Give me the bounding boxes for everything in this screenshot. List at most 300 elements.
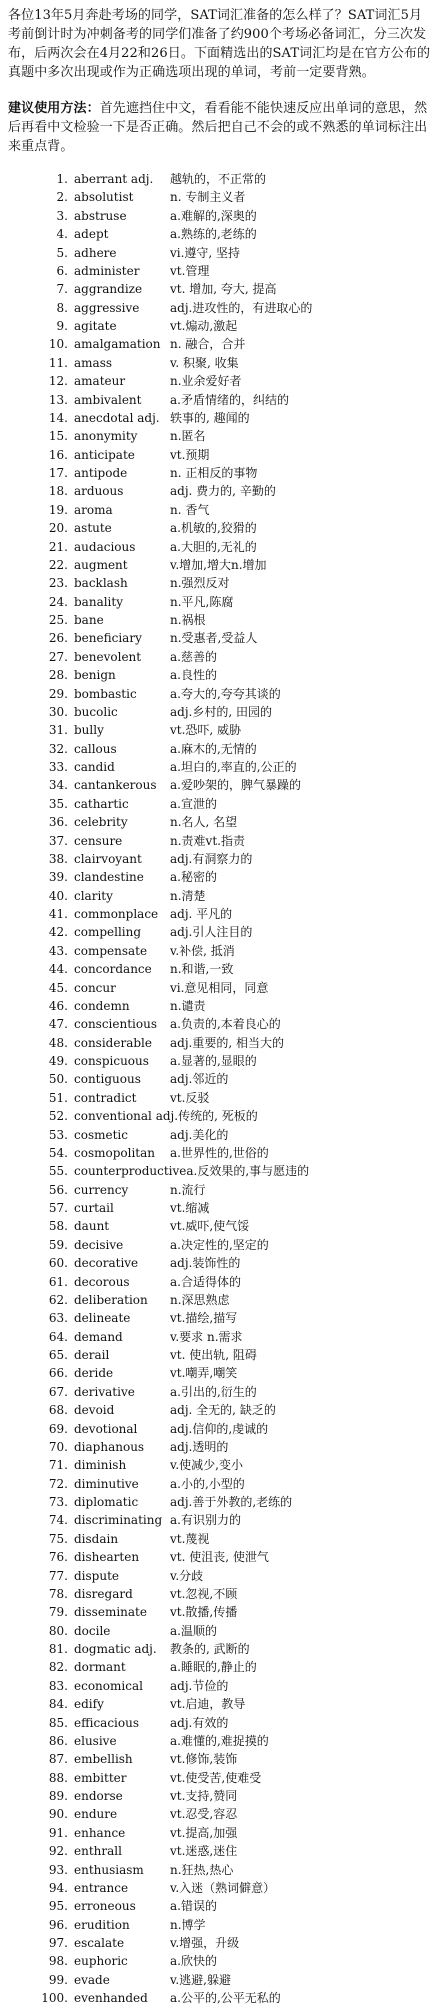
entry-definition: a.坦白的,率直的,公正的 (170, 760, 297, 774)
entry-number: 41. (48, 907, 68, 921)
word-entry (38, 1273, 432, 1291)
entry-number: 29. (48, 686, 68, 701)
entry-word: clairvoyant (74, 851, 142, 866)
word-entry (38, 1750, 432, 1768)
word-entry (38, 519, 432, 537)
entry-word: enthusiasm (74, 1862, 144, 1877)
entry-definition: a.显著的,显眼的 (170, 1054, 257, 1068)
entry-definition: vt. 增加, 夸大, 提高 (170, 282, 277, 297)
entry-number: 36. (48, 815, 68, 830)
entry-number: 8. (56, 300, 68, 315)
entry-word: diminish (74, 1458, 127, 1473)
entry-number: 14. (48, 410, 68, 425)
word-entry (38, 262, 432, 280)
word-entry (38, 887, 432, 905)
entry-word: audacious (74, 539, 136, 554)
entry-definition: a.难解的,深奥的 (170, 208, 257, 223)
word-entry (38, 427, 432, 445)
word-entry (38, 1897, 432, 1915)
entry-number: 79. (48, 1605, 68, 1620)
entry-number: 77. (48, 1568, 68, 1583)
entry-number: 11. (48, 355, 68, 370)
entry-definition: a.决定性的,坚定的 (170, 1237, 269, 1252)
entry-definition: n.和谐,一致 (170, 962, 234, 977)
entry-definition: vt.使受苦,使难受 (170, 1770, 262, 1785)
entry-word: erroneous (74, 1899, 136, 1914)
word-entry (38, 1181, 432, 1199)
word-entry (38, 685, 432, 703)
entry-word: beneficiary (74, 631, 142, 646)
entry-word: amalgamation (74, 337, 161, 352)
entry-number: 21. (48, 539, 68, 554)
entry-number: 46. (48, 998, 68, 1013)
word-entry (38, 1511, 432, 1529)
entry-definition: a.爱吵架的，脾气暴躁的 (170, 778, 301, 793)
entry-word: dishearten (74, 1550, 140, 1565)
word-entry (38, 1530, 432, 1548)
entry-definition: vt.反驳 (170, 1090, 210, 1105)
entry-definition: n. 正相反的事物 (170, 466, 258, 480)
entry-number: 58. (48, 1219, 68, 1234)
entry-word: censure (74, 833, 123, 848)
entry-word: callous (74, 741, 117, 756)
word-entry (38, 1952, 432, 1970)
entry-number: 39. (48, 870, 68, 885)
entry-word: bully (74, 723, 104, 738)
entry-word: economical (74, 1678, 143, 1693)
entry-number: 1. (56, 172, 68, 186)
word-entry (38, 1861, 432, 1879)
entry-definition: v.使减少,变小 (170, 1458, 243, 1473)
entry-number: 32. (48, 741, 68, 756)
entry-word: disregard (74, 1586, 133, 1601)
entry-word: conspicuous (74, 1054, 149, 1068)
entry-definition: 传统的, 死板的 (178, 1109, 258, 1124)
entry-definition: a.良性的 (170, 668, 217, 683)
entry-number: 10. (48, 337, 68, 352)
entry-number: 87. (48, 1752, 68, 1767)
entry-number: 3. (56, 208, 68, 223)
word-entry (38, 1695, 432, 1713)
word-entry (38, 960, 432, 978)
word-entry (38, 538, 432, 556)
entry-definition: a.难懂的,难捉摸的 (170, 1733, 269, 1748)
entry-definition: a.慈善的 (170, 649, 217, 664)
entry-definition: n.深思熟虑 (170, 1292, 230, 1307)
entry-word: conscientious (74, 1017, 157, 1032)
entry-definition: adj.引人注目的 (170, 925, 253, 940)
entry-number: 74. (48, 1513, 68, 1528)
entry-word: commonplace (74, 907, 159, 921)
entry-number: 44. (48, 962, 68, 977)
entry-number: 76. (48, 1550, 68, 1565)
word-entry (38, 795, 432, 813)
entry-number: 7. (56, 282, 68, 297)
word-entry (38, 335, 432, 353)
word-entry (38, 299, 432, 317)
word-entry (38, 850, 432, 868)
entry-word: abstruse (74, 208, 127, 223)
word-entry (38, 1548, 432, 1566)
word-entry (38, 1493, 432, 1511)
entry-word: dormant (74, 1660, 126, 1675)
entry-number: 9. (56, 319, 68, 333)
entry-definition: vt. 使沮丧, 使泄气 (170, 1550, 269, 1565)
word-entry (38, 354, 432, 372)
word-entry (38, 280, 432, 298)
entry-definition: adj.信仰的,虔诚的 (170, 1421, 269, 1436)
entry-word: adhere (74, 245, 117, 260)
word-entry (38, 1714, 432, 1732)
word-entry (38, 1254, 432, 1272)
entry-number: 85. (48, 1715, 68, 1730)
word-entry (38, 1162, 432, 1180)
entry-word: condemn (74, 998, 130, 1013)
entry-number: 91. (48, 1825, 68, 1840)
word-entry (38, 611, 432, 629)
entry-number: 55. (48, 1164, 68, 1179)
word-entry (38, 905, 432, 923)
entry-definition: vt.缩减 (170, 1201, 210, 1215)
word-entry (38, 1291, 432, 1309)
entry-word: bombastic (74, 686, 137, 701)
entry-definition: n. 专制主义者 (170, 190, 246, 205)
entry-definition: v.增强，升级 (170, 1936, 240, 1950)
entry-number: 81. (48, 1642, 68, 1656)
entry-definition: v. 积聚, 收集 (170, 355, 239, 370)
entry-definition: a.夸大的,夸夸其谈的 (170, 686, 281, 701)
entry-word: euphoric (74, 1954, 128, 1969)
word-entry (38, 556, 432, 574)
entry-number: 82. (48, 1660, 68, 1675)
entry-definition: vt.煽动,激起 (170, 319, 238, 333)
word-entry (38, 317, 432, 335)
entry-number: 57. (48, 1201, 68, 1215)
word-entry (38, 813, 432, 831)
entry-definition: 越轨的，不正常的 (170, 172, 267, 186)
entry-word: embellish (74, 1752, 133, 1767)
entry-word: anecdotal adj. (74, 410, 160, 425)
entry-definition: n. 融合，合并 (170, 337, 246, 352)
entry-definition: vt.描绘,描写 (170, 1311, 238, 1326)
entry-definition: n.祸根 (170, 613, 206, 627)
entry-definition: 教条的, 武断的 (170, 1642, 250, 1656)
entry-number: 33. (48, 760, 68, 774)
entry-definition: n.业余爱好者 (170, 374, 242, 389)
entry-definition: adj.有洞察力的 (170, 851, 253, 866)
word-entry (38, 721, 432, 739)
entry-definition: vt.提高,加强 (170, 1825, 238, 1840)
entry-word: adept (74, 227, 109, 242)
entry-number: 38. (48, 851, 68, 866)
entry-word: elusive (74, 1733, 117, 1748)
entry-word: currency (74, 1182, 129, 1197)
entry-definition: v.增加,增大n.增加 (170, 557, 267, 572)
entry-number: 89. (48, 1789, 68, 1803)
entry-number: 80. (48, 1623, 68, 1638)
entry-number: 6. (56, 263, 68, 278)
entry-word: amateur (74, 374, 126, 389)
entry-definition: vt.忍受,容忍 (170, 1807, 238, 1822)
entry-number: 95. (48, 1899, 68, 1914)
entry-number: 67. (48, 1384, 68, 1399)
word-entry (38, 1070, 432, 1088)
entry-word: banality (74, 594, 123, 609)
entry-definition: a.负责的,本着良心的 (170, 1017, 281, 1032)
entry-number: 17. (48, 466, 68, 480)
entry-word: endure (74, 1807, 118, 1822)
entry-definition: a.大胆的,无礼的 (170, 539, 257, 554)
entry-word: decorative (74, 1256, 139, 1271)
entry-word: counterproductive (74, 1164, 187, 1179)
word-entry (38, 1805, 432, 1823)
entry-definition: adj. 费力的, 辛勤的 (170, 484, 276, 499)
word-entry (38, 225, 432, 243)
entry-number: 2. (56, 190, 68, 205)
entry-word: compensate (74, 943, 148, 958)
entry-number: 100. (41, 1991, 68, 2006)
entry-word: curtail (74, 1201, 114, 1215)
word-entry (38, 629, 432, 647)
entry-definition: a.世界性的,世俗的 (170, 1145, 269, 1160)
entry-word: clarity (74, 888, 113, 903)
entry-word: daunt (74, 1219, 110, 1234)
entry-definition: vt.迷惑,迷住 (170, 1844, 238, 1859)
word-entry (38, 391, 432, 409)
entry-number: 42. (48, 925, 68, 940)
word-entry (38, 1824, 432, 1842)
word-entry (38, 1199, 432, 1217)
entry-number: 47. (48, 1017, 68, 1032)
entry-definition: v.补偿, 抵消 (170, 943, 235, 958)
entry-word: edify (74, 1697, 104, 1712)
entry-definition: n.清楚 (170, 888, 206, 903)
word-entry (38, 666, 432, 684)
intro-paragraph: 各位13年5月奔赴考场的同学，SAT词汇准备的怎么样了？SAT词汇5月考前倒计时为冲刺备考的同学们准备了约900个考场必备词汇，分三次发布，后两次会在4月22和26日。下面精选出的SAT词汇均是在官方公布的真题中多次出现或作为正确选项出现的单词，考前一定要背熟。 (8, 8, 431, 80)
word-entry (38, 1401, 432, 1419)
entry-definition: vt.支持,赞同 (170, 1789, 238, 1803)
entry-word: cathartic (74, 796, 129, 811)
entry-definition: a.熟练的,老练的 (170, 227, 257, 242)
entry-word: candid (74, 760, 115, 774)
word-entry (38, 758, 432, 776)
entry-number: 26. (48, 631, 68, 646)
entry-word: aberrant adj. (74, 172, 154, 186)
word-entry (38, 1989, 432, 2007)
entry-number: 73. (48, 1495, 68, 1509)
entry-word: administer (74, 263, 140, 278)
word-entry (38, 501, 432, 519)
entry-number: 72. (48, 1476, 68, 1491)
word-entry (38, 207, 432, 225)
entry-word: derail (74, 1348, 110, 1362)
entry-word: clandestine (74, 870, 144, 885)
entry-definition: a.矛盾情绪的，纠结的 (170, 392, 289, 407)
entry-number: 69. (48, 1421, 68, 1436)
word-entry (38, 464, 432, 482)
entry-number: 68. (48, 1403, 68, 1418)
entry-definition: adj.装饰性的 (170, 1256, 241, 1271)
entry-word: considerable (74, 1035, 152, 1050)
entry-word: enthrall (74, 1844, 122, 1859)
word-entry (38, 1622, 432, 1640)
entry-word: deliberation (74, 1292, 148, 1307)
entry-definition: n.匿名 (170, 429, 206, 444)
entry-word: compelling (74, 925, 142, 940)
entry-definition: vt.蔑视 (170, 1531, 210, 1546)
entry-number: 40. (48, 888, 68, 903)
entry-word: entrance (74, 1880, 129, 1895)
entry-word: disseminate (74, 1605, 147, 1620)
entry-number: 84. (48, 1697, 68, 1712)
entry-number: 66. (48, 1366, 68, 1381)
entry-number: 24. (48, 594, 68, 609)
word-entry (38, 1346, 432, 1364)
entry-number: 45. (48, 980, 68, 995)
entry-number: 43. (48, 943, 68, 958)
word-entry (38, 1383, 432, 1401)
entry-definition: vt.嘲弄,嘲笑 (170, 1366, 238, 1381)
entry-word: ambivalent (74, 392, 142, 407)
entry-number: 59. (48, 1237, 68, 1252)
word-entry (38, 1217, 432, 1235)
entry-definition: n.名人, 名望 (170, 815, 238, 830)
entry-definition: vt.散播,传播 (170, 1605, 238, 1620)
entry-number: 49. (48, 1054, 68, 1068)
entry-definition: n.责难vt.指责 (170, 833, 245, 848)
entry-definition: adj.邻近的 (170, 1072, 229, 1087)
entry-definition: a.合适得体的 (170, 1274, 241, 1289)
entry-definition: n.受惠者,受益人 (170, 631, 258, 646)
word-entry (38, 703, 432, 721)
entry-word: conventional adj. (74, 1109, 179, 1124)
word-entry (38, 1475, 432, 1493)
entry-word: cantankerous (74, 778, 157, 793)
word-entry (38, 923, 432, 941)
word-entry (38, 244, 432, 262)
word-entry (38, 1934, 432, 1952)
entry-word: decisive (74, 1237, 124, 1252)
entry-number: 28. (48, 668, 68, 683)
entry-number: 5. (56, 245, 68, 260)
entry-number: 27. (48, 649, 68, 664)
entry-number: 37. (48, 833, 68, 848)
entry-definition: a.宣泄的 (170, 796, 217, 811)
entry-definition: vt.修饰,装饰 (170, 1752, 238, 1767)
word-entry (38, 776, 432, 794)
entry-word: bane (74, 613, 104, 627)
entry-number: 35. (48, 796, 68, 811)
entry-word: deride (74, 1366, 114, 1381)
entry-definition: adj. 平凡的 (170, 907, 233, 921)
entry-word: augment (74, 557, 128, 572)
word-entry (38, 997, 432, 1015)
entry-number: 93. (48, 1862, 68, 1877)
entry-number: 97. (48, 1936, 68, 1950)
usage-paragraph (8, 99, 432, 156)
entry-definition: vi.遵守, 坚持 (170, 245, 241, 260)
entry-word: benign (74, 668, 116, 683)
entry-word: anticipate (74, 447, 135, 462)
entry-word: agitate (74, 319, 117, 333)
entry-number: 15. (48, 429, 68, 444)
entry-number: 61. (48, 1274, 68, 1289)
entry-definition: adj.透明的 (170, 1439, 229, 1454)
entry-definition: adj.进攻性的，有进取心的 (170, 300, 313, 315)
entry-word: benevolent (74, 649, 142, 664)
entry-definition: a.睡眠的,静止的 (170, 1660, 257, 1675)
entry-definition: v.分歧 (170, 1568, 204, 1583)
entry-word: backlash (74, 576, 128, 591)
entry-word: absolutist (74, 190, 134, 205)
entry-definition: a.错误的 (170, 1899, 217, 1914)
word-list (8, 170, 432, 2008)
word-entry (38, 1585, 432, 1603)
word-entry (38, 188, 432, 206)
entry-definition: n.博学 (170, 1917, 206, 1932)
word-entry (38, 170, 432, 188)
entry-definition: vi.意见相同，同意 (170, 980, 269, 995)
entry-definition: n.流行 (170, 1182, 206, 1197)
entry-number: 88. (48, 1770, 68, 1785)
word-entry (38, 1015, 432, 1033)
word-entry (38, 1126, 432, 1144)
entry-number: 71. (48, 1458, 68, 1473)
word-entry (38, 1842, 432, 1860)
entry-number: 90. (48, 1807, 68, 1822)
entry-word: demand (74, 1329, 123, 1344)
word-entry (38, 372, 432, 390)
entry-word: astute (74, 521, 112, 536)
entry-definition: vt. 使出轨, 阻碍 (170, 1348, 257, 1362)
entry-word: contradict (74, 1090, 137, 1105)
entry-word: decorous (74, 1274, 130, 1289)
entry-definition: 轶事的, 趣闻的 (170, 410, 250, 425)
entry-word: aggressive (74, 300, 140, 315)
entry-word: contiguous (74, 1072, 141, 1087)
word-entry (38, 1787, 432, 1805)
entry-definition: adj.乡村的, 田园的 (170, 704, 273, 719)
entry-definition: adj.重要的, 相当大的 (170, 1035, 285, 1050)
entry-definition: n.平凡,陈腐 (170, 594, 234, 609)
entry-number: 94. (48, 1880, 68, 1895)
entry-definition: adj.美化的 (170, 1127, 229, 1142)
entry-word: delineate (74, 1311, 131, 1326)
entry-number: 70. (48, 1439, 68, 1454)
entry-number: 51. (48, 1090, 68, 1105)
entry-definition: n.狂热,热心 (170, 1862, 234, 1877)
entry-word: cosmopolitan (74, 1145, 155, 1160)
entry-number: 22. (48, 557, 68, 572)
entry-number: 64. (48, 1329, 68, 1344)
entry-word: diaphanous (74, 1439, 145, 1454)
entry-definition: v.入迷（熟词僻意） (170, 1880, 276, 1895)
entry-number: 62. (48, 1292, 68, 1307)
entry-definition: a.小的,小型的 (170, 1476, 245, 1491)
entry-number: 4. (56, 227, 68, 242)
entry-definition: a.麻木的,无情的 (170, 741, 257, 756)
entry-definition: adj. 全无的, 缺乏的 (170, 1403, 276, 1418)
word-entry (38, 1052, 432, 1070)
word-entry (38, 1420, 432, 1438)
entry-definition: a.温顺的 (170, 1623, 217, 1638)
entry-number: 99. (48, 1972, 68, 1987)
entry-definition: vt.预期 (170, 447, 210, 462)
word-entry (38, 1677, 432, 1695)
word-entry (38, 1328, 432, 1346)
word-entry (38, 446, 432, 464)
entry-number: 23. (48, 576, 68, 591)
